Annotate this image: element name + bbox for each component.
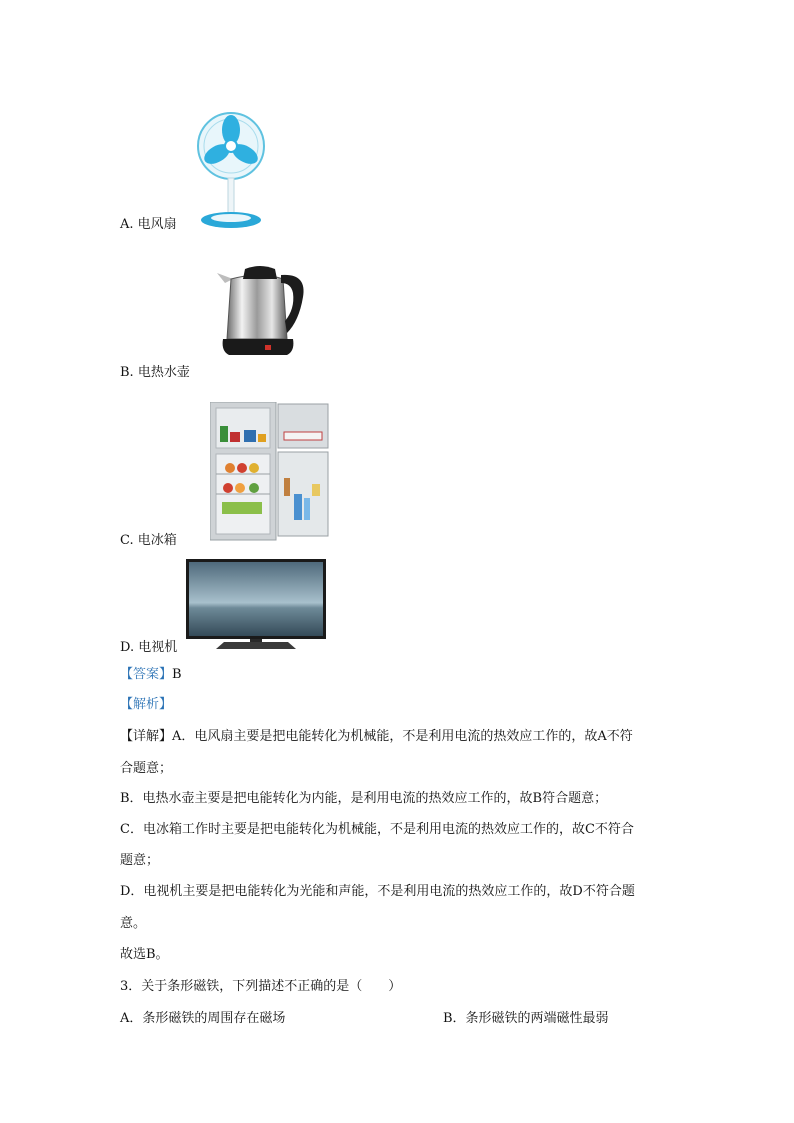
- refrigerator-image: [210, 402, 330, 542]
- option-a-label: A. 电风扇: [120, 217, 177, 232]
- explanation-line-4: C．电冰箱工作时主要是把电能转化为机械能，不是利用电流的热效应工作的，故C不符合: [120, 822, 634, 837]
- question-3-stem: 3．关于条形磁铁，下列描述不正确的是（ ）: [120, 979, 402, 994]
- answer-value: B: [172, 667, 182, 682]
- answer-tag: 【答案】: [120, 667, 173, 682]
- question-3-option-b: B．条形磁铁的两端磁性最弱: [443, 1011, 609, 1026]
- explanation-line-8: 故选B。: [120, 947, 169, 962]
- electric-fan-image: [195, 108, 267, 230]
- option-d-label: D. 电视机: [120, 640, 178, 655]
- electric-kettle-image: [215, 263, 309, 361]
- question-3-option-a: A．条形磁铁的周围存在磁场: [120, 1011, 286, 1026]
- explanation-tag: 【详解】: [120, 729, 173, 744]
- explanation-line-5: 题意；: [120, 853, 160, 868]
- analysis-tag: 【解析】: [120, 697, 173, 712]
- option-b-label: B. 电热水壶: [120, 365, 190, 380]
- explanation-line-3: B．电热水壶主要是把电能转化为内能，是利用电流的热效应工作的，故B符合题意；: [120, 791, 608, 806]
- explanation-line-2: 合题意；: [120, 761, 173, 776]
- television-image: [186, 559, 326, 651]
- explanation-line-1: 【详解】A．电风扇主要是把电能转化为机械能，不是利用电流的热效应工作的，故A不符: [120, 729, 633, 744]
- explanation-line-7: 意。: [120, 916, 147, 931]
- option-c-label: C. 电冰箱: [120, 533, 177, 548]
- explanation-line-6: D．电视机主要是把电能转化为光能和声能，不是利用电流的热效应工作的，故D不符合题: [120, 884, 635, 899]
- answer-line: [120, 667, 182, 683]
